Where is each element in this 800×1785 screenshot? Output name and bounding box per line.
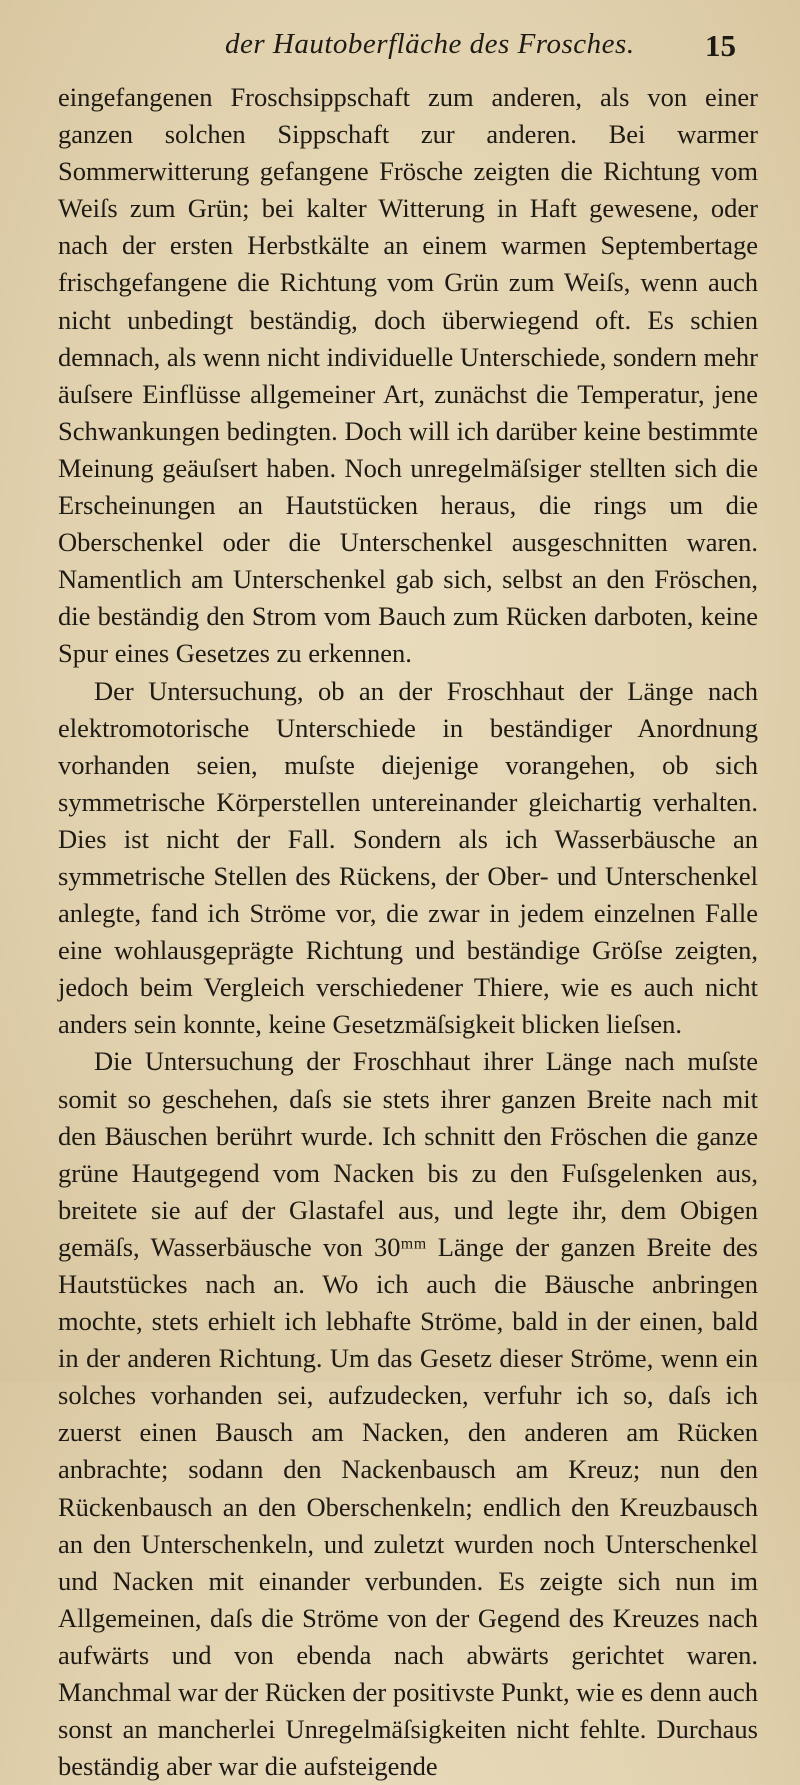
running-title: der Hautoberfläche des Frosches.	[225, 28, 635, 60]
body-text	[58, 79, 758, 1785]
paragraph-1: eingefangenen Froschsippschaft zum anderen, als von einer ganzen solchen Sippschaft zur anderen. Bei warmer Sommerwitterung gefangene Frösche zeigten die Richtung vom Weiſs zum Grün; bei kalter Witterung in Haft gewesene, oder nach der ersten Herbstkälte an einem warmen Septembertage frischgefangene die Richtung vom Grün zum Weiſs, wenn auch nicht unbedingt beständig, doch überwiegend oft. Es schien demnach, als wenn nicht individuelle Unterschiede, sondern mehr äuſsere Einflüsse allgemeiner Art, zunächst die Temperatur, jene Schwankungen bedingten. Doch will ich darüber keine bestimmte Meinung geäuſsert haben. Noch unregelmäſsiger stellten sich die Erscheinungen an Hautstücken heraus, die rings um die Oberschenkel oder die Unterschenkel ausgeschnitten waren. Namentlich am Unterschenkel gab sich, selbst an den Fröschen, die beständig den Strom vom Bauch zum Rücken darboten, keine Spur eines Gesetzes zu erkennen.	[58, 82, 758, 669]
page-number: 15	[705, 28, 736, 63]
paragraph-3: Die Untersuchung der Froschhaut ihrer Länge nach muſste somit so geschehen, daſs sie stets ihrer ganzen Breite nach mit den Bäuschen berührt wurde. Ich schnitt den Fröschen die ganze grüne Hautgegend vom Nacken bis zu den Fuſsgelenken aus, breitete sie auf der Glastafel aus, und legte ihr, dem Obigen gemäſs, Wasserbäusche von 30ᵐᵐ Länge der ganzen Breite des Hautstückes nach an. Wo ich auch die Bäusche anbringen mochte, stets erhielt ich lebhafte Ströme, bald in der einen, bald in der anderen Richtung. Um das Gesetz dieser Ströme, wenn ein solches vorhanden sei, aufzudecken, verfuhr ich so, daſs ich zuerst einen Bausch am Nacken, den anderen am Rücken anbrachte; sodann den Nackenbausch am Kreuz; nun den Rückenbausch an den Oberschenkeln; endlich den Kreuzbausch an den Unterschenkeln, und zuletzt wurden noch Unterschenkel und Nacken mit einander verbunden. Es zeigte sich nun im Allgemeinen, daſs die Ströme von der Gegend des Kreuzes nach aufwärts und von ebenda nach abwärts gerichtet waren. Manchmal war der Rücken der positivste Punkt, wie es denn auch sonst an mancherlei Unregelmäſsigkeiten nicht fehlte. Durchaus beständig aber war die aufsteigende	[58, 1046, 758, 1782]
page-header	[0, 28, 800, 68]
paragraph-2: Der Untersuchung, ob an der Froschhaut der Länge nach elektromotorische Unterschiede in beständiger Anordnung vorhanden seien, muſste diejenige vorangehen, ob sich symmetrische Körperstellen untereinander gleichartig verhalten. Dies ist nicht der Fall. Sondern als ich Wasserbäusche an symmetrische Stellen des Rückens, der Ober- und Unterschenkel anlegte, fand ich Ströme vor, die zwar in jedem einzelnen Falle eine wohlausgeprägte Richtung und beständige Gröſse zeigten, jedoch beim Vergleich verschiedener Thiere, wie es auch nicht anders sein konnte, keine Gesetzmäſsigkeit blicken lieſsen.	[58, 675, 758, 1040]
